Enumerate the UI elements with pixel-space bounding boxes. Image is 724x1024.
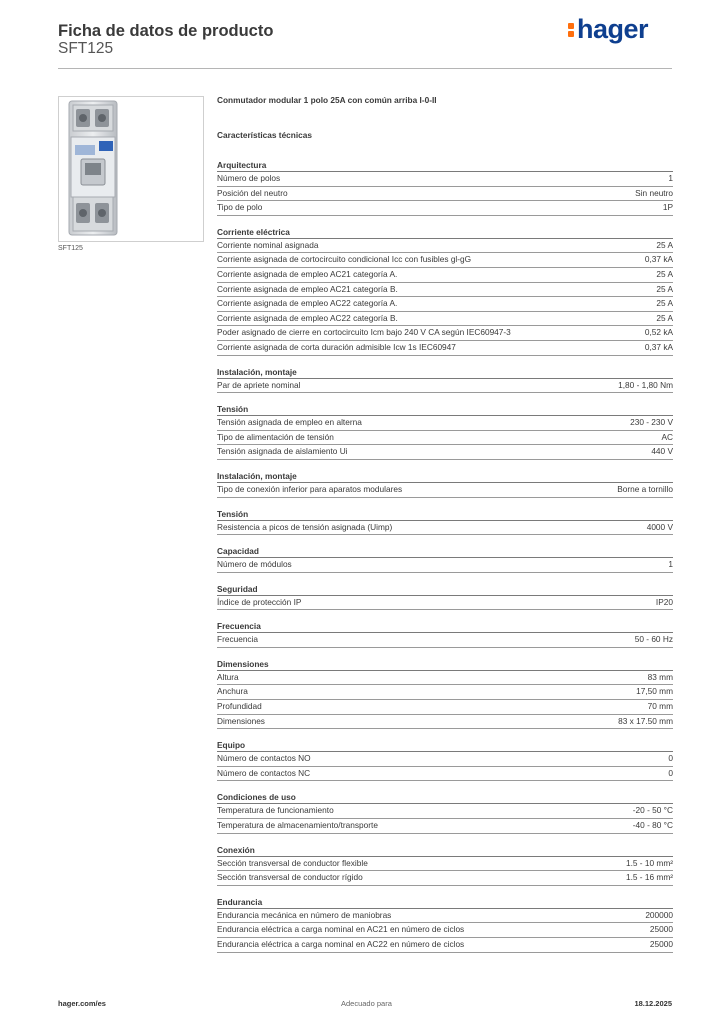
spec-label: Corriente asignada de empleo AC22 categoría B. — [217, 312, 398, 323]
spec-section — [217, 545, 673, 573]
spec-label: Corriente asignada de corta duración admisible Icw 1s IEC60947 — [217, 341, 456, 352]
spec-label: Dimensiones — [217, 715, 265, 726]
spec-value: 1P — [662, 202, 673, 213]
spec-section — [217, 844, 673, 886]
spec-row — [217, 379, 673, 394]
spec-label: Tipo de polo — [217, 202, 263, 213]
spec-label: Temperatura de almacenamiento/transporte — [217, 820, 378, 831]
spec-value: 25 A — [656, 312, 673, 323]
spec-row — [217, 558, 673, 573]
spec-section — [217, 791, 673, 833]
spec-label: Par de apriete nominal — [217, 379, 301, 390]
spec-label: Altura — [217, 671, 239, 682]
spec-content — [217, 95, 673, 963]
spec-row — [217, 819, 673, 834]
spec-section — [217, 470, 673, 498]
spec-section — [217, 583, 673, 611]
spec-value: 25 A — [656, 283, 673, 294]
spec-section — [217, 366, 673, 394]
spec-label: Corriente nominal asignada — [217, 239, 319, 250]
tech-title: Características técnicas — [217, 130, 313, 140]
spec-label: Número de polos — [217, 173, 281, 183]
section-title: Tensión — [217, 403, 673, 416]
section-title: Conexión — [217, 844, 673, 857]
spec-label: Número de contactos NO — [217, 753, 311, 764]
spec-value: 1,80 - 1,80 Nm — [618, 379, 673, 390]
spec-row — [217, 633, 673, 648]
spec-value: 1.5 - 16 mm² — [625, 872, 673, 883]
spec-row — [217, 767, 673, 782]
section-title: Equipo — [217, 739, 673, 752]
spec-row — [217, 416, 673, 431]
spec-value: 17,50 mm — [636, 686, 673, 697]
spec-row — [217, 445, 673, 460]
spec-section — [217, 739, 673, 781]
spec-section — [217, 620, 673, 648]
spec-value: -40 - 80 °C — [632, 820, 673, 831]
spec-label: Corriente asignada de empleo AC21 categoría A. — [217, 268, 398, 279]
spec-value: 230 - 230 V — [630, 417, 673, 428]
spec-label: Corriente asignada de cortocircuito condicional Icc con fusibles gl-gG — [217, 254, 472, 265]
spec-value: 83 mm — [647, 671, 673, 682]
spec-section — [217, 403, 673, 460]
spec-row — [217, 521, 673, 536]
spec-sections — [217, 159, 673, 953]
footer-note: Adecuado para — [341, 999, 392, 1008]
spec-label: Tipo de alimentación de tensión — [217, 431, 334, 442]
spec-label: Corriente asignada de empleo AC22 categoría A. — [217, 298, 398, 309]
spec-value: 0,37 kA — [644, 254, 673, 265]
spec-value: 25000 — [649, 939, 673, 949]
spec-row — [217, 923, 673, 938]
spec-row — [217, 283, 673, 298]
section-title: Instalación, montaje — [217, 470, 673, 483]
spec-value: 25 A — [656, 298, 673, 309]
logo-dots-icon — [568, 18, 575, 38]
switch-device-icon — [59, 97, 203, 241]
spec-label: Sección transversal de conductor rígido — [217, 872, 363, 883]
spec-label: Índice de protección IP — [217, 596, 302, 607]
footer-website: hager.com/es — [58, 999, 106, 1008]
spec-label: Anchura — [217, 686, 248, 697]
spec-value: IP20 — [655, 596, 673, 607]
product-code: SFT125 — [58, 40, 114, 57]
spec-label: Tensión asignada de aislamiento Ui — [217, 446, 348, 457]
section-title: Frecuencia — [217, 620, 673, 633]
spec-label: Endurancia eléctrica a carga nominal en AC21 en número de ciclos — [217, 924, 465, 935]
spec-value: 50 - 60 Hz — [634, 634, 673, 645]
spec-value: Borne a tornillo — [617, 483, 673, 494]
spec-value: 4000 V — [646, 521, 673, 532]
spec-section — [217, 226, 673, 356]
logo-text: hager — [577, 14, 649, 44]
document-title: Ficha de datos de producto — [58, 22, 274, 40]
spec-row — [217, 671, 673, 686]
spec-row — [217, 685, 673, 700]
spec-row — [217, 187, 673, 202]
spec-row — [217, 172, 673, 187]
spec-section — [217, 658, 673, 729]
section-title: Seguridad — [217, 583, 673, 596]
spec-value: 0,37 kA — [644, 341, 673, 352]
spec-row — [217, 268, 673, 283]
spec-row — [217, 715, 673, 730]
spec-row — [217, 871, 673, 886]
spec-row — [217, 239, 673, 254]
section-title: Arquitectura — [217, 159, 673, 172]
spec-row — [217, 483, 673, 498]
hager-logo — [568, 14, 648, 45]
spec-label: Tipo de conexión inferior para aparatos modulares — [217, 483, 403, 494]
spec-row — [217, 857, 673, 872]
spec-section — [217, 896, 673, 953]
spec-value: Sin neutro — [635, 187, 673, 198]
spec-value: 1 — [668, 559, 673, 570]
spec-label: Poder asignado de cierre en cortocircuito Icm bajo 240 V CA según IEC60947-3 — [217, 327, 511, 338]
spec-value: 200000 — [645, 909, 673, 920]
spec-label: Resistencia a picos de tensión asignada (Uimp) — [217, 521, 393, 532]
section-title: Capacidad — [217, 545, 673, 558]
spec-row — [217, 938, 673, 953]
section-title: Dimensiones — [217, 658, 673, 671]
spec-value: 1.5 - 10 mm² — [625, 857, 673, 868]
spec-row — [217, 201, 673, 216]
spec-value: -20 - 50 °C — [632, 805, 673, 816]
spec-row — [217, 909, 673, 924]
spec-label: Sección transversal de conductor flexible — [217, 857, 368, 868]
spec-value: 25000 — [649, 924, 673, 935]
spec-label: Corriente asignada de empleo AC21 categoría B. — [217, 283, 398, 294]
spec-label: Endurancia mecánica en número de maniobras — [217, 909, 392, 920]
header-divider — [58, 68, 672, 69]
spec-label: Temperatura de funcionamiento — [217, 805, 334, 816]
spec-row — [217, 596, 673, 611]
spec-value: 0,52 kA — [644, 327, 673, 338]
spec-row — [217, 253, 673, 268]
section-title: Tensión — [217, 508, 673, 521]
spec-label: Endurancia eléctrica a carga nominal en AC22 en número de ciclos — [217, 939, 465, 949]
image-caption: SFT125 — [58, 245, 83, 252]
spec-row — [217, 297, 673, 312]
spec-row — [217, 700, 673, 715]
product-image — [58, 96, 204, 242]
spec-label: Profundidad — [217, 701, 262, 712]
section-title: Endurancia — [217, 896, 673, 909]
product-name: Conmutador modular 1 polo 25A con común arriba I-0-II — [217, 95, 437, 105]
spec-label: Frecuencia — [217, 634, 259, 645]
spec-value: 70 mm — [647, 701, 673, 712]
spec-label: Tensión asignada de empleo en alterna — [217, 417, 362, 428]
spec-row — [217, 312, 673, 327]
spec-section — [217, 159, 673, 216]
footer-date: 18.12.2025 — [634, 999, 672, 1008]
spec-section — [217, 508, 673, 536]
spec-label: Número de módulos — [217, 559, 292, 570]
spec-value: 0 — [668, 753, 673, 764]
spec-label: Posición del neutro — [217, 187, 288, 198]
spec-row — [217, 326, 673, 341]
spec-value: 83 x 17.50 mm — [618, 715, 673, 726]
spec-row — [217, 341, 673, 356]
section-title: Corriente eléctrica — [217, 226, 673, 239]
spec-row — [217, 804, 673, 819]
spec-label: Número de contactos NC — [217, 767, 311, 778]
section-title: Instalación, montaje — [217, 366, 673, 379]
spec-row — [217, 431, 673, 446]
spec-value: 25 A — [656, 268, 673, 279]
section-title: Condiciones de uso — [217, 791, 673, 804]
spec-value: 440 V — [651, 446, 673, 457]
spec-value: 0 — [668, 767, 673, 778]
spec-value: AC — [661, 431, 673, 442]
spec-value: 25 A — [656, 239, 673, 250]
spec-value: 1 — [668, 173, 673, 183]
spec-row — [217, 752, 673, 767]
